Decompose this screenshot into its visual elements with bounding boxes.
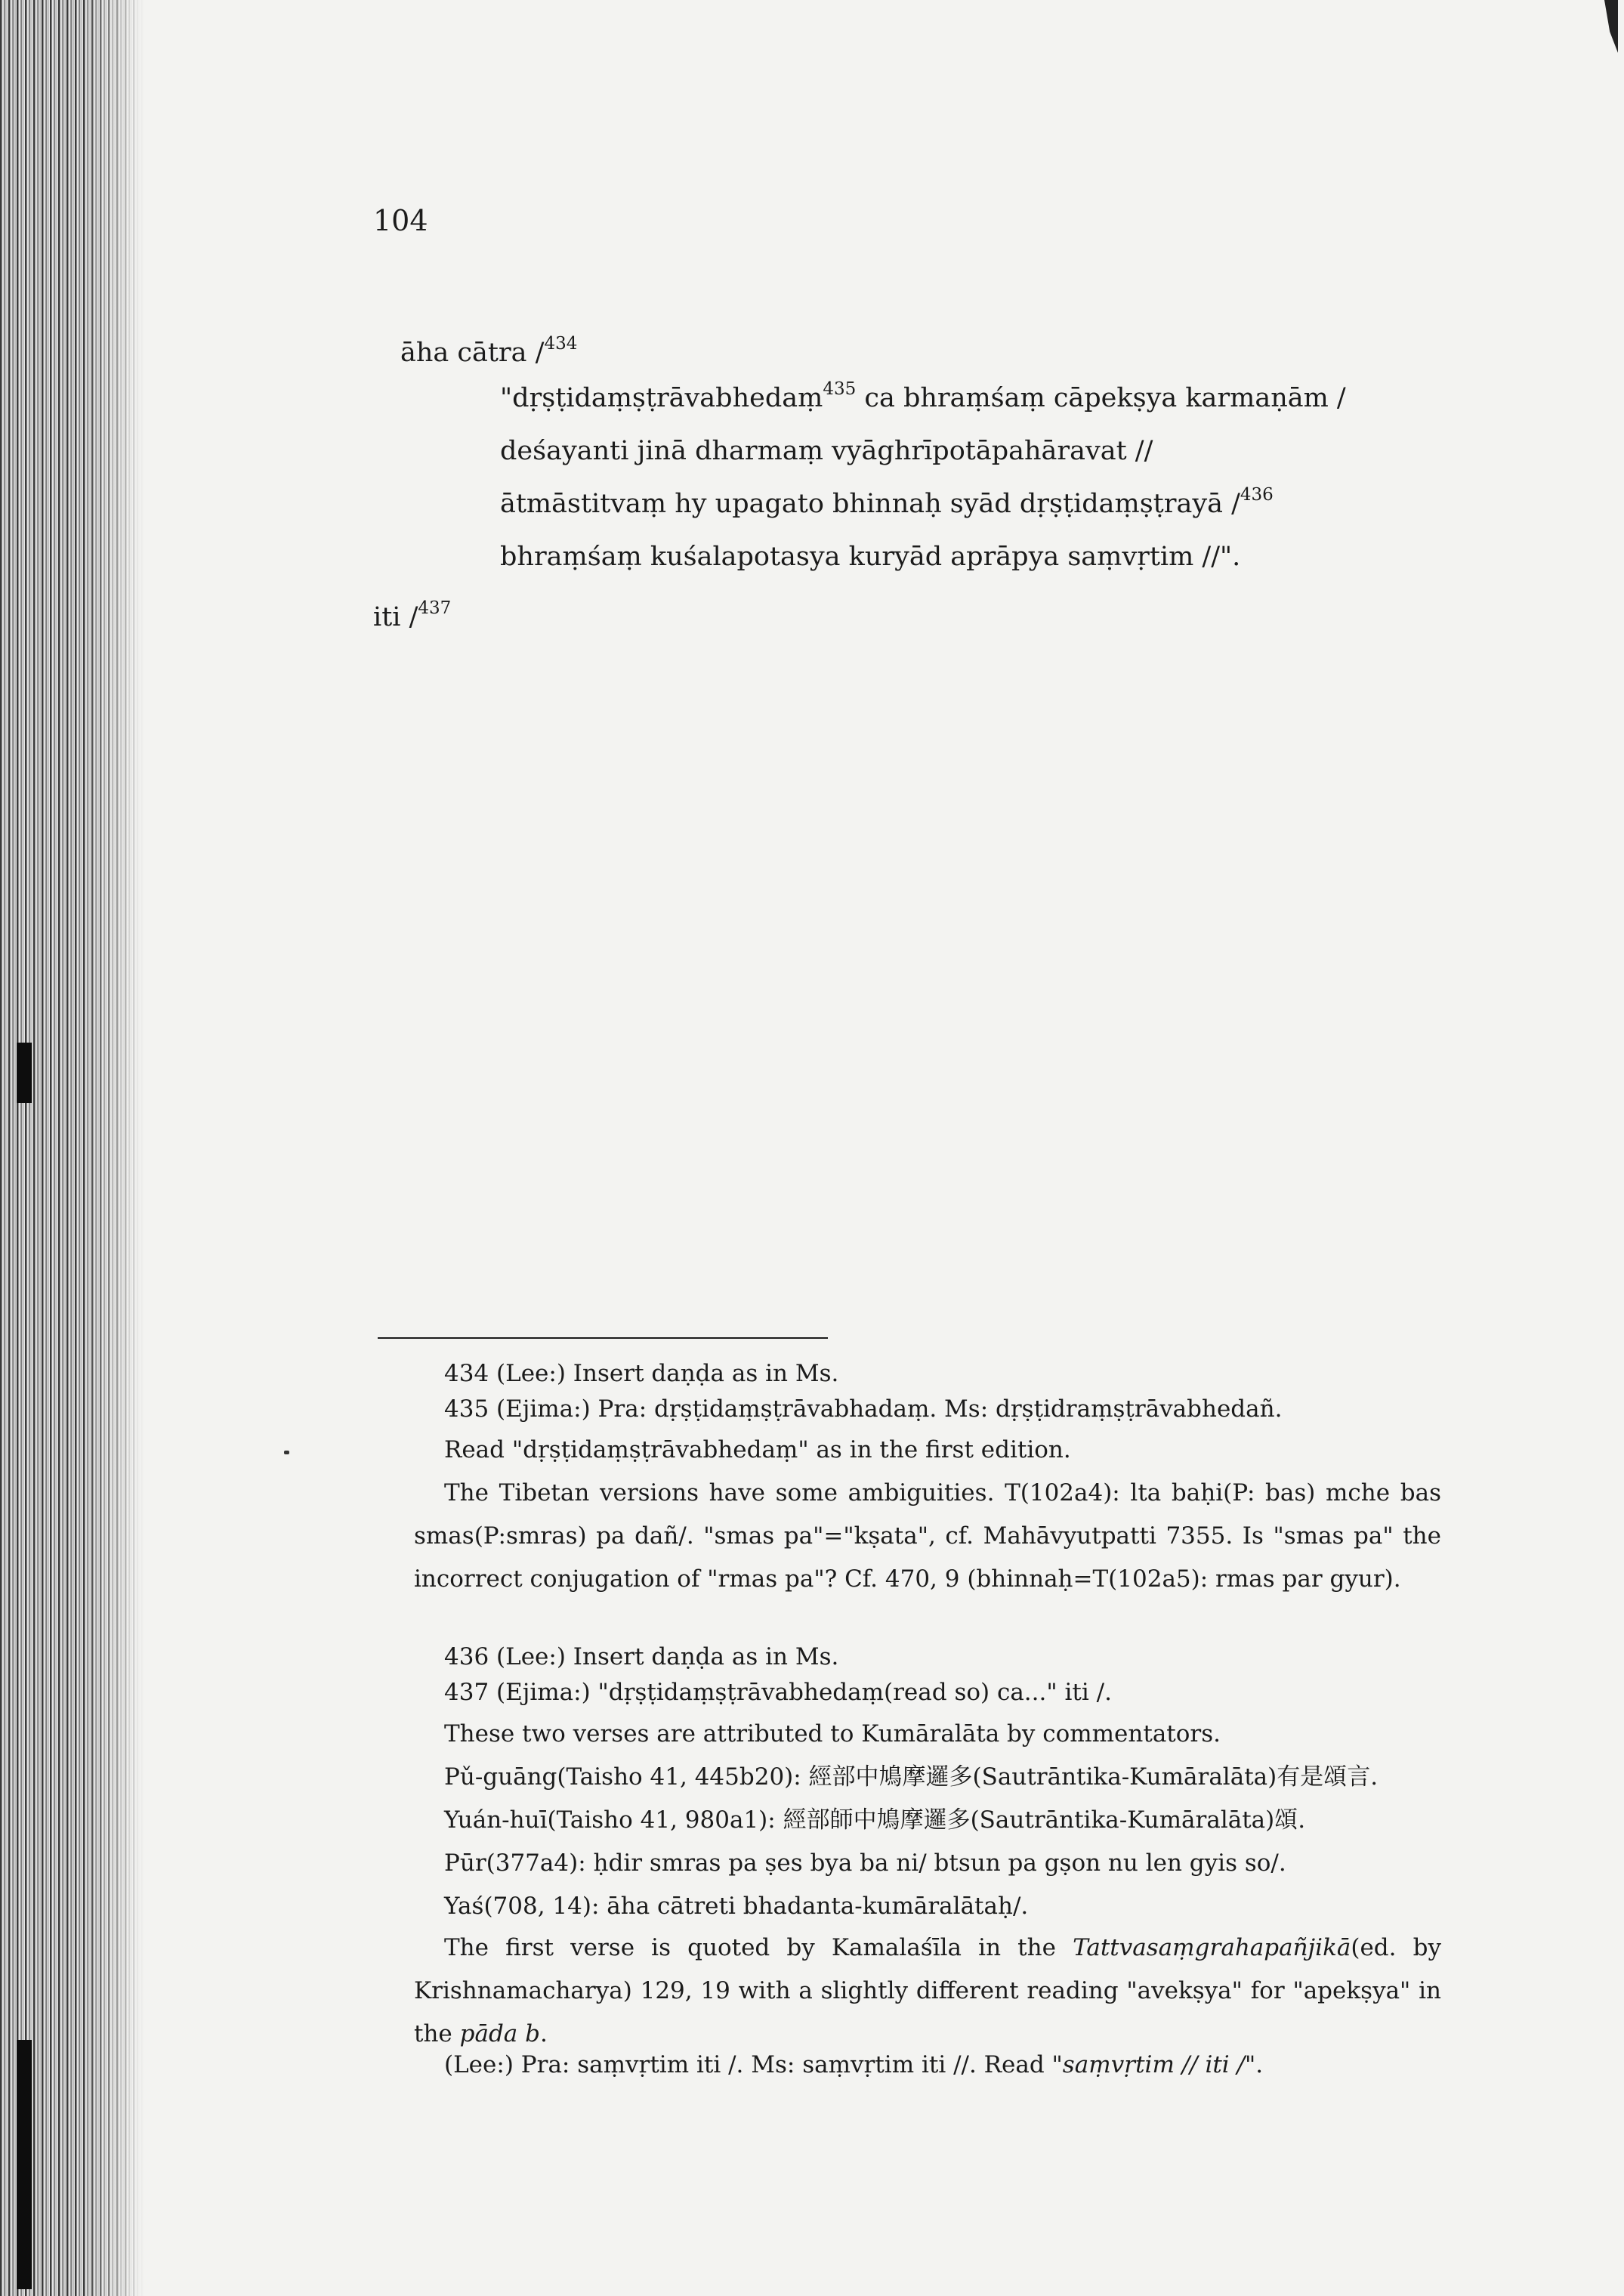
page-edge-shadow (17, 1043, 32, 1103)
footnote-437: 437 (Ejima:) "dṛṣṭidaṃṣṭrāvabhedaṃ(read so) ca..." iti /. (444, 1679, 1112, 1706)
footnote-ref-435[interactable]: 435 (823, 379, 857, 399)
verse-line-4: bhraṃśaṃ kuśalapotasya kuryād aprāpya saṃvṛtim //". (500, 542, 1241, 572)
footnote-435-read: Read "dṛṣṭidaṃṣṭrāvabhedaṃ" as in the first edition. (444, 1436, 1071, 1463)
closing-line: iti /$^{437}$ (373, 598, 452, 632)
footnote-ref-437[interactable]: 437 (418, 598, 452, 618)
page-edge-fade (83, 0, 144, 2296)
corner-mark (1604, 0, 1618, 53)
footnote-437-quoted: The first verse is quoted by Kamalaśīla in the Tattvasaṃgrahapañjikā(ed. by Krishnamacharya) 129, 19 with a slightly different reading "avekṣya" for "apekṣya" in the pāda b. (414, 1934, 1441, 2047)
footnote-435-tibetan: The Tibetan versions have some ambiguities. T(102a4): lta baḥi(P: bas) mche bas smas(P:smras) pa dañ/. "smas pa"="kṣata", cf. Mahāvyutpatti 7355. Is "smas pa" the incorrect conjugation of "rmas pa"? Cf. 470, 9 (bhinnaḥ=T(102a5): rmas par gyur). (414, 1479, 1441, 1593)
pada-term: pāda b (459, 2020, 540, 2047)
footnote-437-lee: (Lee:) Pra: saṃvṛtim iti /. Ms: saṃvṛtim iti //. Read "saṃvṛtim // iti /". (444, 2051, 1264, 2078)
footnote-437-pur: Pūr(377a4): ḥdir smras pa ṣes bya ba ni/ btsun pa gṣon nu len gyis so/. (444, 1849, 1286, 1877)
work-title: Tattvasaṃgrahapañjikā (1073, 1934, 1351, 1961)
footnote-437-puguang: Pǔ-guāng(Taisho 41, 445b20): 經部中鳩摩邏多(Sautrāntika-Kumāralāta)有是頌言. (444, 1763, 1379, 1791)
stray-mark (284, 1451, 289, 1454)
footnote-ref-434[interactable]: 434 (544, 334, 578, 354)
intro-line: āha cātra /$^{434}$ (400, 334, 578, 368)
footnote-437-yuanhui: Yuán-huī(Taisho 41, 980a1): 經部師中鳩摩邏多(Sautrāntika-Kumāralāta)頌. (444, 1806, 1306, 1834)
footnote-437-attribution: These two verses are attributed to Kumāralāta by commentators. (444, 1720, 1221, 1747)
verse-line-2: deśayanti jinā dharmaṃ vyāghrīpotāpahāravat // (500, 436, 1153, 466)
page-number: 104 (373, 204, 428, 237)
verse-line-1: "dṛṣṭidaṃṣṭrāvabhedaṃ$^{435}$ ca bhraṃśaṃ cāpekṣya karmaṇām / (500, 379, 1346, 413)
footnote-ref-436[interactable]: 436 (1240, 485, 1274, 505)
reading-italic: "saṃvṛtim // iti /" (1051, 2051, 1256, 2078)
footnote-435: 435 (Ejima:) Pra: dṛṣṭidaṃṣṭrāvabhadaṃ. Ms: dṛṣṭidraṃṣṭrāvabhedañ. (444, 1395, 1283, 1423)
footnote-437-yas: Yaś(708, 14): āha cātreti bhadanta-kumāralātaḥ/. (444, 1893, 1029, 1920)
footnote-divider (378, 1337, 828, 1339)
footnote-436: 436 (Lee:) Insert daṇḍa as in Ms. (444, 1643, 839, 1670)
verse-line-3: ātmāstitvaṃ hy upagato bhinnaḥ syād dṛṣṭidaṃṣṭrayā /$^{436}$ (500, 485, 1274, 519)
page-edge-shadow (17, 2040, 32, 2289)
footnote-434: 434 (Lee:) Insert daṇḍa as in Ms. (444, 1360, 839, 1387)
